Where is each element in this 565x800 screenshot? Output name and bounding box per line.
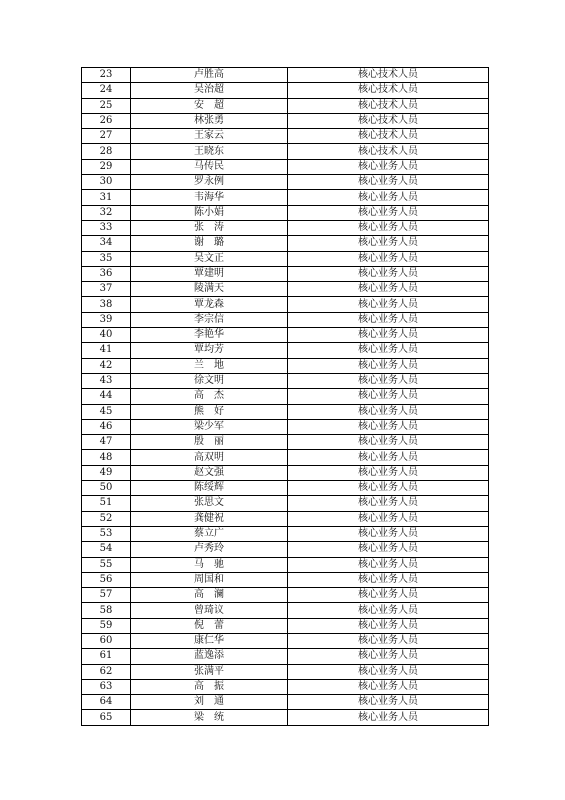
table-row (82, 618, 489, 633)
index-cell: 46 (82, 419, 131, 434)
name-cell: 张 涛 (131, 220, 288, 235)
table-row (82, 251, 489, 266)
index-cell: 41 (82, 343, 131, 358)
name-cell: 覃均芳 (131, 343, 288, 358)
table-row (82, 113, 489, 128)
name-cell: 龚健祝 (131, 511, 288, 526)
table-row (82, 679, 489, 694)
name-cell: 马传民 (131, 159, 288, 174)
index-cell: 44 (82, 389, 131, 404)
role-cell: 核心业务人员 (288, 542, 489, 557)
role-cell: 核心业务人员 (288, 159, 489, 174)
table-row (82, 312, 489, 327)
role-cell: 核心业务人员 (288, 297, 489, 312)
index-cell: 28 (82, 144, 131, 159)
role-cell: 核心技术人员 (288, 83, 489, 98)
name-cell: 卢秀玲 (131, 542, 288, 557)
name-cell: 王晓东 (131, 144, 288, 159)
name-cell: 曾琦议 (131, 603, 288, 618)
table-row (82, 328, 489, 343)
role-cell: 核心业务人员 (288, 220, 489, 235)
name-cell: 蓝逸添 (131, 649, 288, 664)
index-cell: 37 (82, 282, 131, 297)
role-cell: 核心技术人员 (288, 98, 489, 113)
role-cell: 核心业务人员 (288, 312, 489, 327)
table-row (82, 129, 489, 144)
table-row (82, 695, 489, 710)
name-cell: 倪 蕾 (131, 618, 288, 633)
name-cell: 刘 通 (131, 695, 288, 710)
role-cell: 核心业务人员 (288, 664, 489, 679)
name-cell: 吴治超 (131, 83, 288, 98)
index-cell: 52 (82, 511, 131, 526)
index-cell: 24 (82, 83, 131, 98)
role-cell: 核心业务人员 (288, 649, 489, 664)
index-cell: 38 (82, 297, 131, 312)
role-cell: 核心业务人员 (288, 205, 489, 220)
table-row (82, 465, 489, 480)
index-cell: 65 (82, 710, 131, 725)
role-cell: 核心技术人员 (288, 113, 489, 128)
index-cell: 39 (82, 312, 131, 327)
index-cell: 51 (82, 496, 131, 511)
index-cell: 60 (82, 633, 131, 648)
index-cell: 58 (82, 603, 131, 618)
index-cell: 33 (82, 220, 131, 235)
name-cell: 李艳华 (131, 328, 288, 343)
name-cell: 谢 璐 (131, 236, 288, 251)
name-cell: 马 驰 (131, 557, 288, 572)
name-cell: 林张勇 (131, 113, 288, 128)
table-row (82, 419, 489, 434)
table-row (82, 144, 489, 159)
role-cell: 核心业务人员 (288, 190, 489, 205)
table-row (82, 572, 489, 587)
index-cell: 45 (82, 404, 131, 419)
role-cell: 核心业务人员 (288, 465, 489, 480)
name-cell: 李宗信 (131, 312, 288, 327)
table-row (82, 358, 489, 373)
role-cell: 核心业务人员 (288, 404, 489, 419)
table-row (82, 633, 489, 648)
role-cell: 核心业务人员 (288, 343, 489, 358)
role-cell: 核心业务人员 (288, 373, 489, 388)
table-row (82, 266, 489, 281)
personnel-table (81, 67, 489, 726)
name-cell: 康仁华 (131, 633, 288, 648)
table-row (82, 649, 489, 664)
role-cell: 核心业务人员 (288, 511, 489, 526)
table-row (82, 98, 489, 113)
table-row (82, 205, 489, 220)
index-cell: 59 (82, 618, 131, 633)
role-cell: 核心业务人员 (288, 175, 489, 190)
role-cell: 核心业务人员 (288, 450, 489, 465)
role-cell: 核心业务人员 (288, 633, 489, 648)
index-cell: 29 (82, 159, 131, 174)
table-row (82, 710, 489, 725)
index-cell: 32 (82, 205, 131, 220)
role-cell: 核心技术人员 (288, 129, 489, 144)
role-cell: 核心业务人员 (288, 603, 489, 618)
role-cell: 核心业务人员 (288, 557, 489, 572)
name-cell: 卢胜高 (131, 68, 288, 83)
name-cell: 梁少军 (131, 419, 288, 434)
name-cell: 殷 丽 (131, 435, 288, 450)
index-cell: 61 (82, 649, 131, 664)
index-cell: 31 (82, 190, 131, 205)
table-row (82, 373, 489, 388)
index-cell: 50 (82, 481, 131, 496)
table-row (82, 511, 489, 526)
table-row (82, 481, 489, 496)
table-row (82, 588, 489, 603)
name-cell: 高 振 (131, 679, 288, 694)
role-cell: 核心技术人员 (288, 144, 489, 159)
name-cell: 高 澜 (131, 588, 288, 603)
table-row (82, 159, 489, 174)
table-row (82, 496, 489, 511)
name-cell: 陈绥辉 (131, 481, 288, 496)
role-cell: 核心业务人员 (288, 282, 489, 297)
table-row (82, 220, 489, 235)
table-row (82, 542, 489, 557)
role-cell: 核心技术人员 (288, 68, 489, 83)
index-cell: 47 (82, 435, 131, 450)
table-row (82, 450, 489, 465)
name-cell: 蔡立广 (131, 526, 288, 541)
role-cell: 核心业务人员 (288, 389, 489, 404)
name-cell: 徐文明 (131, 373, 288, 388)
role-cell: 核心业务人员 (288, 435, 489, 450)
role-cell: 核心业务人员 (288, 251, 489, 266)
role-cell: 核心业务人员 (288, 679, 489, 694)
index-cell: 42 (82, 358, 131, 373)
personnel-table-container (81, 67, 489, 726)
role-cell: 核心业务人员 (288, 358, 489, 373)
name-cell: 高双明 (131, 450, 288, 465)
role-cell: 核心业务人员 (288, 419, 489, 434)
table-row (82, 190, 489, 205)
index-cell: 63 (82, 679, 131, 694)
index-cell: 53 (82, 526, 131, 541)
index-cell: 36 (82, 266, 131, 281)
name-cell: 陈小娟 (131, 205, 288, 220)
role-cell: 核心业务人员 (288, 266, 489, 281)
index-cell: 23 (82, 68, 131, 83)
table-row (82, 83, 489, 98)
role-cell: 核心业务人员 (288, 572, 489, 587)
name-cell: 罗永例 (131, 175, 288, 190)
role-cell: 核心业务人员 (288, 588, 489, 603)
name-cell: 赵文强 (131, 465, 288, 480)
table-row (82, 404, 489, 419)
table-row (82, 664, 489, 679)
index-cell: 43 (82, 373, 131, 388)
name-cell: 周国和 (131, 572, 288, 587)
table-row (82, 343, 489, 358)
role-cell: 核心业务人员 (288, 236, 489, 251)
role-cell: 核心业务人员 (288, 710, 489, 725)
role-cell: 核心业务人员 (288, 328, 489, 343)
table-row (82, 175, 489, 190)
index-cell: 40 (82, 328, 131, 343)
index-cell: 34 (82, 236, 131, 251)
index-cell: 57 (82, 588, 131, 603)
index-cell: 55 (82, 557, 131, 572)
name-cell: 覃龙森 (131, 297, 288, 312)
table-row (82, 236, 489, 251)
table-row (82, 526, 489, 541)
index-cell: 64 (82, 695, 131, 710)
name-cell: 安 超 (131, 98, 288, 113)
index-cell: 35 (82, 251, 131, 266)
table-row (82, 297, 489, 312)
index-cell: 27 (82, 129, 131, 144)
name-cell: 兰 地 (131, 358, 288, 373)
table-row (82, 557, 489, 572)
role-cell: 核心业务人员 (288, 526, 489, 541)
name-cell: 梁 统 (131, 710, 288, 725)
name-cell: 张思文 (131, 496, 288, 511)
table-row (82, 282, 489, 297)
index-cell: 30 (82, 175, 131, 190)
name-cell: 熊 好 (131, 404, 288, 419)
role-cell: 核心业务人员 (288, 481, 489, 496)
index-cell: 25 (82, 98, 131, 113)
index-cell: 26 (82, 113, 131, 128)
table-row (82, 68, 489, 83)
role-cell: 核心业务人员 (288, 618, 489, 633)
name-cell: 吴文正 (131, 251, 288, 266)
index-cell: 62 (82, 664, 131, 679)
index-cell: 48 (82, 450, 131, 465)
table-row (82, 435, 489, 450)
index-cell: 56 (82, 572, 131, 587)
personnel-table-body (82, 68, 489, 726)
table-row (82, 603, 489, 618)
role-cell: 核心业务人员 (288, 496, 489, 511)
name-cell: 韦海华 (131, 190, 288, 205)
name-cell: 高 杰 (131, 389, 288, 404)
name-cell: 张满平 (131, 664, 288, 679)
name-cell: 陵满天 (131, 282, 288, 297)
role-cell: 核心业务人员 (288, 695, 489, 710)
table-row (82, 389, 489, 404)
index-cell: 49 (82, 465, 131, 480)
name-cell: 覃建明 (131, 266, 288, 281)
index-cell: 54 (82, 542, 131, 557)
name-cell: 王家云 (131, 129, 288, 144)
